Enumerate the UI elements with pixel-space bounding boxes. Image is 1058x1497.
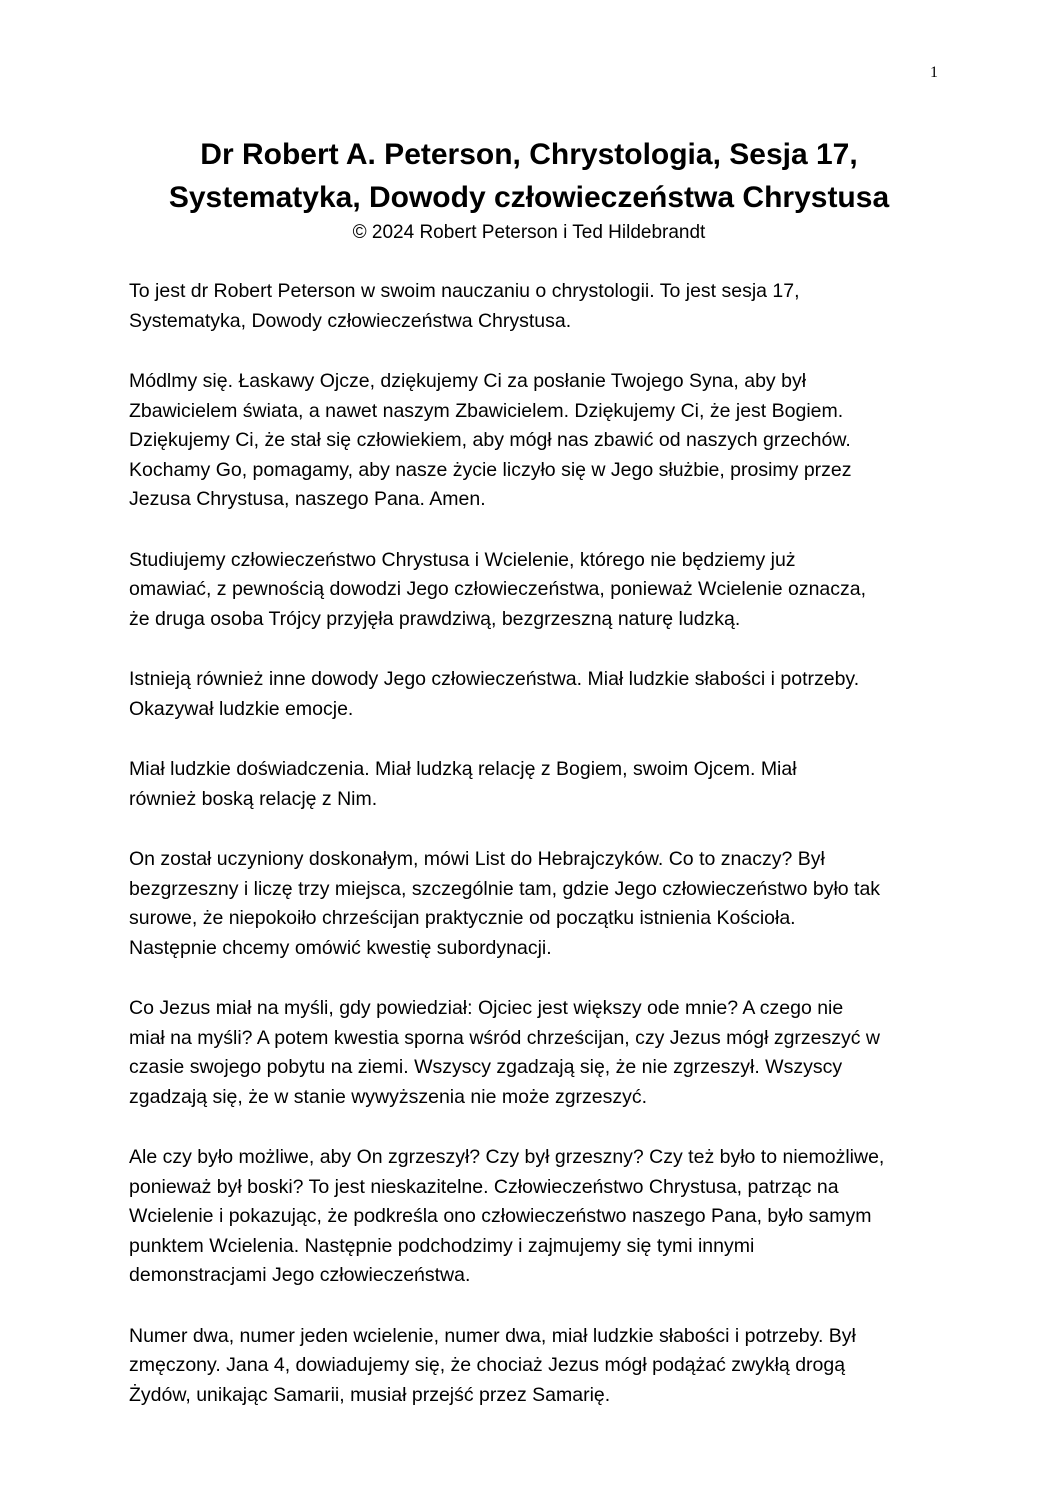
paragraph-line: punktem Wcielenia. Następnie podchodzimy i zajmujemy się tymi innymi — [129, 1234, 755, 1257]
paragraph — [129, 755, 939, 814]
paragraph-line: Jezusa Chrystusa, naszego Pana. Amen. — [129, 488, 486, 510]
paragraph-line: bezgrzeszny i liczę trzy miejsca, szczególnie tam, gdzie Jego człowieczeństwo było tak — [129, 877, 881, 900]
paragraph-line: Ale czy było możliwe, aby On zgrzeszył? Czy był grzeszny? Czy też było to niemożliwe, — [129, 1146, 885, 1168]
paragraph-line: również boską relację z Nim. — [129, 787, 378, 810]
paragraph-line: Wcielenie i pokazując, że podkreśla ono człowieczeństwo naszego Pana, było samym — [129, 1205, 872, 1227]
paragraph-line: zmęczony. Jana 4, dowiadujemy się, że chociaż Jezus mógł podążać zwykłą drogą — [129, 1354, 846, 1376]
paragraph — [129, 546, 939, 635]
paragraph-line: że druga osoba Trójcy przyjęła prawdziwą, bezgrzeszną naturę ludzką. — [129, 607, 741, 630]
title-line-2: Systematyka, Dowody człowieczeństwa Chrystusa — [168, 181, 890, 214]
paragraph-line: Kochamy Go, pomagamy, aby nasze życie liczyło się w Jego służbie, prosimy przez — [129, 458, 852, 481]
paragraph-line: Dziękujemy Ci, że stał się człowiekiem, aby mógł nas zbawić od naszych grzechów. — [129, 429, 851, 451]
paragraph-line: surowe, że niepokoiło chrześcijan praktycznie od początku istnienia Kościoła. — [129, 907, 796, 929]
paragraph — [129, 845, 939, 963]
paragraph-line: Żydów, unikając Samarii, musiał przejść przez Samarię. — [129, 1383, 611, 1406]
paragraph-line: Następnie chcemy omówić kwestię subordynacji. — [129, 936, 552, 959]
paragraph-line: czasie swojego pobytu na ziemi. Wszyscy zgadzają się, że nie zgrzeszył. Wszyscy — [129, 1056, 843, 1078]
paragraph — [129, 367, 939, 515]
paragraph-line: zgadzają się, że w stanie wywyższenia nie może zgrzeszyć. — [129, 1085, 648, 1108]
paragraph-line: Numer dwa, numer jeden wcielenie, numer dwa, miał ludzkie słabości i potrzeby. Był — [129, 1324, 856, 1347]
document-title — [80, 133, 978, 219]
paragraph — [129, 665, 939, 724]
paragraph-line: To jest dr Robert Peterson w swoim nauczaniu o chrystologii. To jest sesja 17, — [129, 280, 800, 302]
page-number: 1 — [930, 64, 938, 81]
copyright-notice: © 2024 Robert Peterson i Ted Hildebrandt — [352, 222, 706, 243]
paragraph-line: Co Jezus miał na myśli, gdy powiedział: Ojciec jest większy ode mnie? A czego nie — [129, 997, 844, 1019]
paragraph-line: Zbawicielem świata, a nawet naszym Zbawicielem. Dziękujemy Ci, że jest Bogiem. — [129, 399, 844, 422]
paragraph-line: omawiać, z pewnością dowodzi Jego człowieczeństwa, ponieważ Wcielenie oznacza, — [129, 578, 867, 600]
paragraph-line: Systematyka, Dowody człowieczeństwa Chrystusa. — [129, 309, 572, 332]
paragraph-line: Módlmy się. Łaskawy Ojcze, dziękujemy Ci za posłanie Twojego Syna, aby był — [129, 370, 807, 392]
paragraph-line: demonstracjami Jego człowieczeństwa. — [129, 1264, 471, 1286]
paragraph — [129, 277, 939, 336]
title-line-1: Dr Robert A. Peterson, Chrystologia, Sesja 17, — [200, 138, 858, 171]
paragraph-line: miał na myśli? A potem kwestia sporna wśród chrześcijan, czy Jezus mógł zgrzeszyć w — [129, 1026, 881, 1049]
paragraph-line: Istnieją również inne dowody Jego człowieczeństwa. Miał ludzkie słabości i potrzeby. — [129, 668, 860, 690]
paragraph-line: Miał ludzkie doświadczenia. Miał ludzką relację z Bogiem, swoim Ojcem. Miał — [129, 758, 797, 780]
paragraph — [129, 994, 939, 1112]
paragraph-line: Okazywał ludzkie emocje. — [129, 697, 354, 720]
paragraph-line: ponieważ był boski? To jest nieskazitelne. Człowieczeństwo Chrystusa, patrząc na — [129, 1175, 839, 1198]
document-body — [129, 277, 939, 1441]
paragraph — [129, 1322, 939, 1411]
paragraph-line: On został uczyniony doskonałym, mówi List do Hebrajczyków. Co to znaczy? Był — [129, 848, 825, 870]
paragraph-line: Studiujemy człowieczeństwo Chrystusa i Wcielenie, którego nie będziemy już — [129, 548, 796, 571]
paragraph — [129, 1143, 939, 1291]
